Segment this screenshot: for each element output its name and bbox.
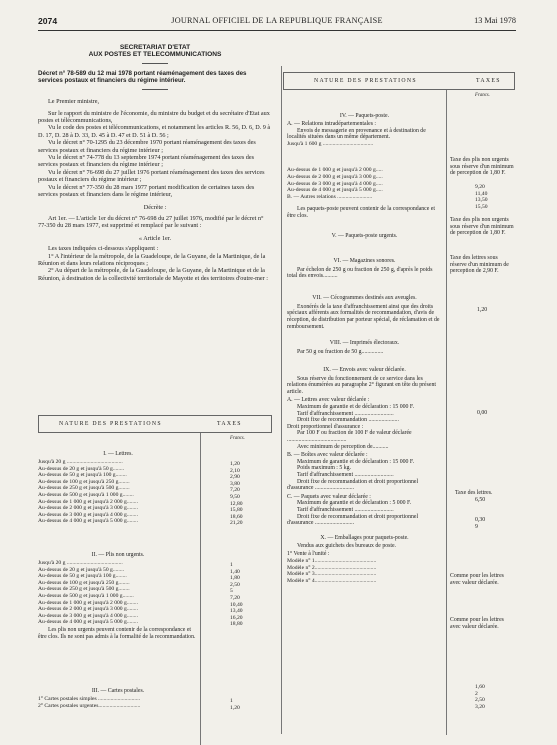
paragraph: Exonérés de la taxe d'affranchissement ainsi que des droits spéciaux afférents aux formalités de recommandation, d'avis de réception, de distribution par porteur spécial, de réclamation et de remboursement. <box>287 303 440 330</box>
tax-value: 10,40 <box>230 601 243 608</box>
tax-value: 9,50 <box>230 493 240 500</box>
divider <box>142 89 168 90</box>
left-column <box>38 44 272 282</box>
paragraph: Sous réserve du fonctionnement de ce service dans les relations énumérées au paragraphe 2° figurant en tête du présent article. <box>287 375 436 395</box>
table-header-nature: NATURE DES PRESTATIONS <box>314 78 417 84</box>
b-tax-note: Taxe des plis non urgents sous réserve d'un minimum de perception de 1,80 F. <box>450 217 514 237</box>
plis-non-urgents-section <box>38 549 198 640</box>
sub-heading: C. — Paquets avec valeur déclarée : <box>287 493 371 500</box>
paragraph: Maximum de garantie et de déclaration : 15 000 F. <box>297 458 415 465</box>
tax-value: 1,20 <box>230 461 240 467</box>
table-row: Au-dessus de 20 g et jusqu'à 50 g........ <box>38 465 124 472</box>
paragraph: Poids maximum : 5 kg. <box>297 465 351 472</box>
paragraph: Droit fixe de recommandation et droit proportionnel d'assurance ........................... <box>287 513 419 527</box>
sub-heading: A. — Relations intradépartementales : <box>287 121 377 127</box>
table-row: Modèle n° 4............................................ <box>287 577 377 584</box>
paragraph: Envois de messagerie en provenance et à destination de localités situées dans un même département. <box>287 127 426 141</box>
s10-values <box>475 684 485 710</box>
s9b-tax: Comme pour les lettres avec valeur déclarée. <box>450 573 504 586</box>
paragraph: Vu le décret n° 70-1295 du 23 décembre 1970 portant réaménagement des taxes des services postaux et financiers du régime intérieur ; <box>38 139 256 154</box>
table-row: 2° Cartes postales urgentes.............................. <box>38 702 141 709</box>
paragraph: Les paquets-poste peuvent contenir de la correspondance et être clos. <box>287 206 435 219</box>
pnu-values <box>230 562 243 628</box>
paragraph: Droit fixe de recommandation ..................... <box>297 417 399 424</box>
table-row: 1° Cartes postales simples .............................. <box>38 696 140 702</box>
b-tax-note-2: Taxe des lettres sous réserve d'un minimum de perception de 2,90 F. <box>450 255 509 275</box>
issue-date: 13 Mai 1978 <box>474 16 516 25</box>
article-heading: « Article 1er. <box>138 234 172 242</box>
table-row: Au-dessus de 1 000 g et jusqu'à 2 000 g..... <box>287 167 383 174</box>
article-text: Art 1er. — L'article 1er du décret n° 76-698 du 27 juillet 1976, modifié par le décret n° 77-350 du 28 mars 1977, est supprimé et remplacé par le suivant : <box>38 214 264 230</box>
divider <box>142 63 168 64</box>
table-row: Au-dessus de 2 000 g et jusqu'à 3 000 g..... <box>287 173 383 180</box>
decrete-label: Décrète : <box>143 203 167 211</box>
paragraph: Vendus aux guichets des bureaux de poste. <box>297 542 397 549</box>
table-row: Au-dessus de 2 000 g et jusqu'à 3 000 g........ <box>38 606 138 613</box>
table-row: Jusqu'à 1 600 g .................................... <box>287 140 374 147</box>
section-title: IV. — Paquets-poste. <box>339 113 390 119</box>
tax-value: 18,60 <box>230 513 243 520</box>
tax-value: 1 <box>230 562 233 568</box>
section-title: V. — Paquets-poste urgents. <box>331 232 398 239</box>
tax-value: 1,40 <box>230 568 240 575</box>
table-row: Au-dessus de 100 g et jusqu'à 250 g........ <box>38 579 130 586</box>
tax-value: 3,80 <box>230 480 240 487</box>
tax-value: 3,20 <box>475 703 485 710</box>
tax-value: 1,20 <box>230 704 240 711</box>
paragraph: Vu le code des postes et télécommunications, et notamment les articles R. 56, D. 6, D. 9 à D. 17, D. 28 à D. 33, D. 45 à D. 47 et D. 51 à D. 56 ; <box>38 124 271 139</box>
lettres-values <box>230 461 243 527</box>
s10-rows <box>287 558 442 584</box>
section-title: IX. — Envois avec valeur déclarée. <box>323 366 406 373</box>
paragraph: Les taxes indiquées ci-dessous s'appliquent : <box>48 245 159 253</box>
a-tax-note: Taxe des plis non urgents sous réserve d'un minimum de perception de 1,80 F. <box>450 157 514 177</box>
paragraph: Sur le rapport du ministre de l'économie, du ministre du budget et du secrétaire d'Etat aux postes et télécommunications, <box>38 109 270 125</box>
tax-value: 2,10 <box>230 467 240 474</box>
francs-label: Francs. <box>475 93 490 98</box>
table-row: Au-dessus de 500 g et jusqu'à 1 000 g........ <box>38 491 134 498</box>
paragraph: Tarif d'affranchissement ........................... <box>297 472 394 478</box>
table-row: Au-dessus de 500 g et jusqu'à 1 000 g........ <box>38 592 134 599</box>
tax-value: 2,90 <box>230 474 240 481</box>
table-row: Au-dessus de 20 g et jusqu'à 50 g........ <box>38 566 124 573</box>
pnu-rows <box>38 560 198 626</box>
table-row: Au-dessus de 50 g et jusqu'à 100 g........ <box>38 573 127 580</box>
table-row: Au-dessus de 100 g et jusqu'à 250 g........ <box>38 478 130 485</box>
table-row: Jusqu'à 20 g ........................................ <box>38 459 123 465</box>
tax-value: 5 <box>230 588 233 595</box>
tax-value: 21,20 <box>230 520 243 527</box>
tax-value: 13,50 <box>475 197 488 204</box>
paragraph: Droit proportionnel d'assurance : <box>287 423 364 430</box>
left-tax-table <box>38 415 272 711</box>
page-number: 2074 <box>38 16 58 26</box>
section-title: VI. — Magazines sonores. <box>333 257 396 264</box>
paragraph: Avec minimum de perception de........... <box>297 443 389 450</box>
column-divider <box>281 66 282 734</box>
s9a-value-1: 6,50 <box>475 497 486 503</box>
s9a-value-3: 9 <box>475 524 478 530</box>
table-header <box>283 72 515 90</box>
s8-value: 0,00 <box>477 410 488 416</box>
header-rule <box>38 30 516 31</box>
a-rows <box>287 167 442 193</box>
tax-value: 15,80 <box>230 507 243 514</box>
tax-value: 15,50 <box>475 203 488 210</box>
francs-label: Francs. <box>230 436 245 441</box>
table-row: Au-dessus de 3 000 g et jusqu'à 4 000 g........ <box>38 511 138 518</box>
s9c-tax: Comme pour les lettres avec valeur déclarée. <box>450 617 504 630</box>
paragraph: Maximum de garantie et de déclaration : 5 000 F. <box>297 500 412 507</box>
table-column-rule <box>446 90 447 735</box>
paragraph: 1° A l'intérieur de la métropole, de la Guadeloupe, de la Guyane, de la Martinique, de la Réunion et dans leurs relations réciproques ; <box>38 252 266 267</box>
paragraph: 2° Au départ de la métropole, de la Guadeloupe, de la Guyane, de la Martinique et de la Réunion, à destination de la collectivité territoriale de Mayotte et des territoires d'outre-mer : <box>38 267 268 282</box>
tax-value: 7,20 <box>230 487 240 494</box>
section-title: X. — Emballages pour paquets-poste. <box>320 534 409 541</box>
tax-value: 1,60 <box>475 684 485 690</box>
table-row: Modèle n° 3............................................ <box>287 571 377 578</box>
paragraph: Droit fixe de recommandation et droit proportionnel d'assurance ........................... <box>287 478 419 492</box>
paragraph: Par échelon de 250 g ou fraction de 250 g, d'après le poids total des envois.......... <box>287 266 433 280</box>
decree-title: Décret n° 78-589 du 12 mai 1978 portant réaménagement des taxes des services postaux et financiers du régime intérieur. <box>38 69 247 85</box>
paragraph: Vu le décret n° 77-350 du 28 mars 1977 portant modification de certaines taxes des services postaux et financiers dans le régime intérieur, <box>38 183 255 199</box>
tax-value: 2 <box>475 690 478 697</box>
sub-heading: A. — Lettres avec valeur déclarée : <box>287 397 370 404</box>
section-title: VIII. — Imprimés électoraux. <box>329 340 400 347</box>
table-row: Au-dessus de 2 000 g et jusqu'à 3 000 g........ <box>38 505 138 512</box>
tax-value: 2,50 <box>230 581 240 588</box>
right-nature-column <box>287 110 442 584</box>
paragraph: Par 50 g ou fraction de 50 g............... <box>297 349 384 356</box>
tax-value: 18,80 <box>230 621 243 628</box>
table-row: Au-dessus de 50 g et jusqu'à 100 g........ <box>38 472 127 479</box>
table-header-taxes: TAXES <box>217 421 242 427</box>
paragraph: Vu le décret n° 74-778 du 13 septembre 1974 portant réaménagement des taxes des services postaux et financiers du régime intérieur ; <box>38 154 255 169</box>
cp-values <box>230 698 240 711</box>
tax-value: 2,50 <box>475 697 485 704</box>
table-row: Au-dessus de 3 000 g et jusqu'à 4 000 g........ <box>38 612 138 619</box>
journal-title: JOURNAL OFFICIEL DE LA REPUBLIQUE FRANÇAISE <box>171 16 383 25</box>
page-header <box>38 16 516 28</box>
s6-value: 1,20 <box>477 307 488 313</box>
cp-rows <box>38 696 198 709</box>
ministry-subheading: AUX POSTES ET TELECOMMUNICATIONS <box>88 51 222 59</box>
table-header-nature: NATURE DES PRESTATIONS <box>59 421 162 427</box>
table-row: Modèle n° 1............................................ <box>287 557 377 564</box>
section-title: VII. — Cécogrammes destinés aux aveugles. <box>312 294 417 301</box>
table-row: Au-dessus de 4 000 g et jusqu'à 5 000 g..... <box>287 187 383 194</box>
table-row: Au-dessus de 3 000 g et jusqu'à 4 000 g..... <box>287 180 383 187</box>
tax-value: 16,20 <box>230 614 243 621</box>
tax-value: 1 <box>230 698 233 704</box>
tax-value: 13,40 <box>230 608 243 615</box>
a-values <box>475 184 488 210</box>
tax-value: 9,20 <box>475 184 485 190</box>
cartes-section <box>38 685 198 709</box>
table-column-rule <box>200 433 201 745</box>
paragraph: Par 100 F ou fraction de 100 F de valeur déclarée ......................................... <box>287 430 412 444</box>
paragraph: Tarif d'affranchissement ........................... <box>297 410 394 417</box>
lettres-section <box>38 448 198 525</box>
table-row: Au-dessus de 4 000 g et jusqu'à 5 000 g........ <box>38 619 138 626</box>
section-title: III. — Cartes postales. <box>91 688 145 694</box>
ministry-heading: SECRETARIAT D'ETAT <box>119 44 191 51</box>
table-row: Au-dessus de 4 000 g et jusqu'à 5 000 g........ <box>38 518 138 525</box>
tax-value: 11,40 <box>475 190 488 197</box>
section-title: I. — Lettres. <box>103 451 133 457</box>
section-title: II. — Plis non urgents. <box>91 552 145 558</box>
table-row: Modèle n° 2............................................ <box>287 564 377 571</box>
paragraph: Le Premier ministre, <box>48 98 100 106</box>
sub-heading: B. — Boîtes avec valeur déclarée : <box>287 452 368 459</box>
pnu-note: Les plis non urgents peuvent contenir de la correspondance et être clos. Ils ne sont pas admis à la formalité de la recommandation. <box>38 626 196 640</box>
table-header <box>38 415 272 433</box>
table-row: B. — Autres relations ......................... <box>287 193 373 200</box>
table-row: Au-dessus de 1 000 g et jusqu'à 2 000 g........ <box>38 498 138 505</box>
table-row: Au-dessus de 250 g et jusqu'à 500 g........ <box>38 485 130 492</box>
s9a-value-2: 0,30 <box>475 517 486 523</box>
tax-value: 12,80 <box>230 500 243 507</box>
tax-value: 7,20 <box>230 594 240 601</box>
table-row: Au-dessus de 1 000 g et jusqu'à 2 000 g........ <box>38 599 138 606</box>
table-row: Jusqu'à 20 g ........................................ <box>38 560 123 566</box>
table-header-taxes: TAXES <box>476 78 501 84</box>
s9a-tax: Taxe des lettres. <box>455 490 493 496</box>
sub-heading: 1° Vente à l'unité : <box>287 551 330 558</box>
tax-value: 1,80 <box>230 575 240 582</box>
paragraph: Tarif d'affranchissement ........................... <box>297 506 394 513</box>
paragraph: Maximum de garantie et de déclaration : 15 000 F. <box>297 404 415 411</box>
paragraph: Vu le décret n° 76-698 du 27 juillet 1976 portant réaménagement des taxes des services postaux et financiers du régime intérieur ; <box>38 168 265 184</box>
table-row: Au-dessus de 250 g et jusqu'à 500 g........ <box>38 586 130 593</box>
lettres-rows <box>38 459 198 525</box>
right-tax-table <box>283 72 515 710</box>
